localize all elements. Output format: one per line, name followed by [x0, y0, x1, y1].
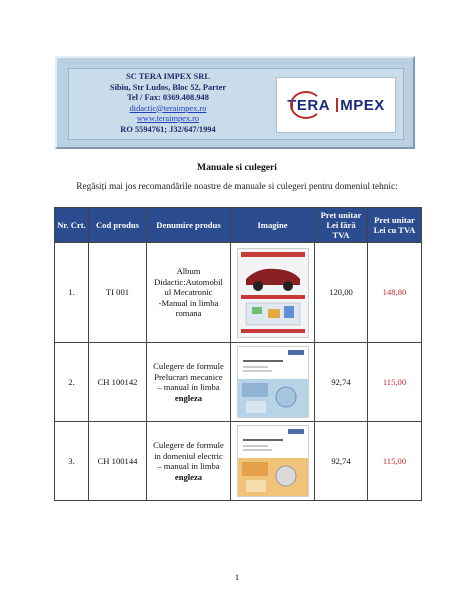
cell-name: Culegere de formule Prelucrari mecanice – manual in limba engleza: [147, 343, 231, 422]
col-header-image: Imagine: [231, 208, 315, 243]
table-row: [55, 243, 422, 343]
car-mechatronics-album-cover[interactable]: [237, 248, 309, 338]
cell-price-no-vat: 92,74: [315, 343, 368, 422]
table-row: [55, 343, 422, 422]
products-table: [54, 207, 422, 501]
company-logo: [276, 77, 396, 133]
col-header-name: Denumire produs: [147, 208, 231, 243]
company-phone: Tel / Fax: 0369.408.948: [127, 93, 209, 102]
cell-code: CH 100144: [89, 422, 147, 501]
formula-handbook-electrical-cover[interactable]: [237, 425, 309, 497]
company-registration: RO 5594761; J32/647/1994: [120, 124, 216, 134]
intro-text: Regăsiți mai jos recomandările noastre de manuale si culegeri pentru domeniul tehnic:: [76, 182, 398, 192]
cell-price-vat: 115,00: [368, 343, 422, 422]
formula-handbook-mechanical-cover[interactable]: [237, 346, 309, 418]
cell-nr: 3.: [55, 422, 89, 501]
col-header-price-vat: Pret unitar Lei cu TVA: [368, 208, 422, 243]
cell-image: [231, 343, 315, 422]
cell-price-no-vat: 92,74: [315, 422, 368, 501]
cell-code: TI 001: [89, 243, 147, 343]
table-row: [55, 422, 422, 501]
cell-price-no-vat: 120,00: [315, 243, 368, 343]
cell-image: [231, 243, 315, 343]
page-title: Manuale si culegeri: [197, 162, 277, 173]
cell-nr: 2.: [55, 343, 89, 422]
cell-price-vat: 115,00: [368, 422, 422, 501]
col-header-price-no-vat: Pret unitar Lei fără TVA: [315, 208, 368, 243]
company-name: SC TERA IMPEX SRL: [126, 72, 210, 81]
cell-image: [231, 422, 315, 501]
col-header-code: Cod produs: [89, 208, 147, 243]
cell-nr: 1.: [55, 243, 89, 343]
company-email-link[interactable]: didactic@teraimpex.ro: [129, 103, 207, 113]
company-address: Sibiu, Str Ludos, Bloc 52, Parter: [109, 82, 227, 92]
logo-text: TERA MPEX: [287, 96, 385, 114]
header-panel: [68, 68, 404, 140]
page-number: 1: [234, 572, 240, 582]
col-header-nr: Nr. Crt.: [55, 208, 89, 243]
header-banner: [55, 56, 415, 149]
company-website-link[interactable]: www.teraimpex.ro: [136, 114, 200, 123]
cell-name: Culegere de formule in domeniul electric – manual in limba engleza: [147, 422, 231, 501]
cell-code: CH 100142: [89, 343, 147, 422]
table-header-row: [55, 208, 422, 243]
logo-ring-icon: [290, 91, 322, 119]
cell-name: Album Didactic:Automobil ul Mecatronic -Manual in limba romana: [147, 243, 231, 343]
company-info: [73, 72, 263, 135]
cell-price-vat: 148,80: [368, 243, 422, 343]
